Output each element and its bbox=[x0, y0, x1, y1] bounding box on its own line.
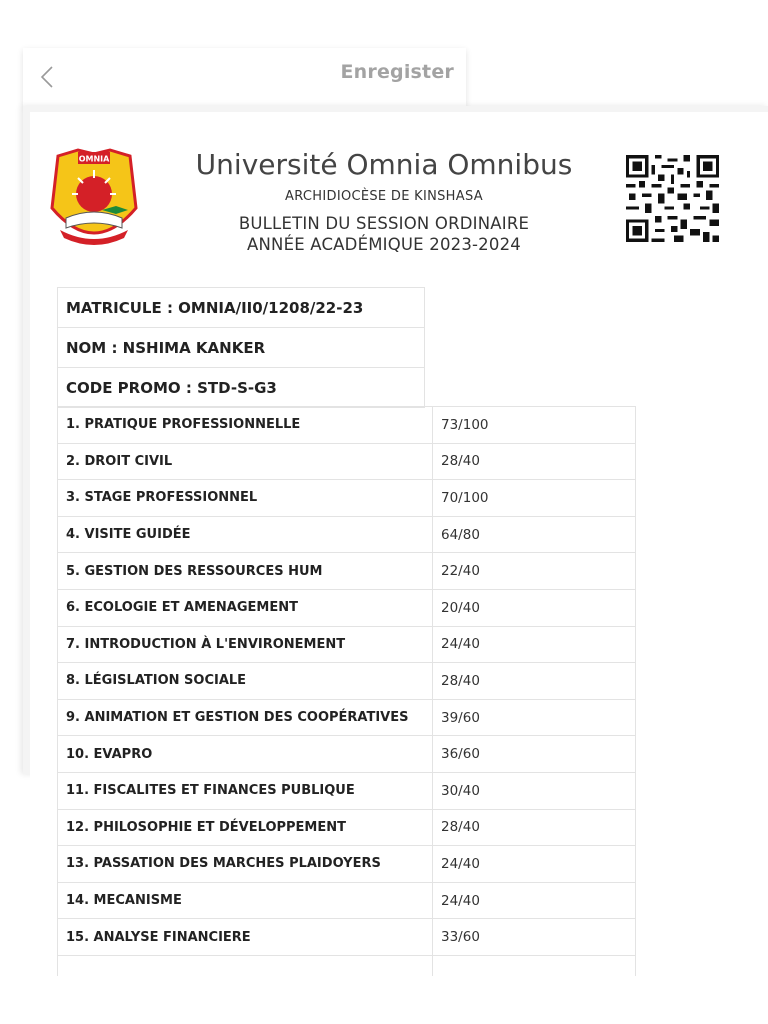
course-score: 22/40 bbox=[433, 553, 636, 590]
course-score: 24/40 bbox=[433, 626, 636, 663]
matricule-row bbox=[58, 288, 425, 328]
course-name-empty bbox=[58, 955, 433, 976]
table-row bbox=[58, 699, 636, 736]
table-row bbox=[58, 553, 636, 590]
course-score: 39/60 bbox=[433, 699, 636, 736]
course-name: 14. MECANISME bbox=[58, 882, 433, 919]
course-name: 1. PRATIQUE PROFESSIONNELLE bbox=[58, 407, 433, 444]
table-row bbox=[58, 772, 636, 809]
table-row bbox=[58, 443, 636, 480]
bulletin-title bbox=[180, 213, 588, 255]
table-row bbox=[58, 809, 636, 846]
course-name: 8. LÉGISLATION SOCIALE bbox=[58, 663, 433, 700]
course-score: 28/40 bbox=[433, 809, 636, 846]
course-name: 3. STAGE PROFESSIONNEL bbox=[58, 480, 433, 517]
course-name: 5. GESTION DES RESSOURCES HUM bbox=[58, 553, 433, 590]
table-row bbox=[58, 589, 636, 626]
name-cell: NOM : NSHIMA KANKER bbox=[58, 328, 425, 368]
table-row bbox=[58, 663, 636, 700]
table-row-empty bbox=[58, 955, 636, 976]
course-name: 13. PASSATION DES MARCHES PLAIDOYERS bbox=[58, 846, 433, 883]
student-info-table bbox=[57, 287, 425, 408]
logo-text: OMNIA bbox=[78, 154, 110, 164]
bulletin-line-1: BULLETIN DU SESSION ORDINAIRE bbox=[238, 214, 530, 233]
course-score: 24/40 bbox=[433, 882, 636, 919]
university-name: Université Omnia Omnibus bbox=[195, 148, 573, 181]
course-name: 11. FISCALITES ET FINANCES PUBLIQUE bbox=[58, 772, 433, 809]
course-score: 20/40 bbox=[433, 589, 636, 626]
course-score: 36/60 bbox=[433, 736, 636, 773]
course-name: 7. INTRODUCTION À L'ENVIRONEMENT bbox=[58, 626, 433, 663]
save-button[interactable]: Enregister bbox=[340, 61, 454, 83]
matricule-cell: MATRICULE : OMNIA/II0/1208/22-23 bbox=[58, 288, 425, 328]
grades-table bbox=[57, 406, 636, 976]
course-score-empty bbox=[433, 955, 636, 976]
course-score: 30/40 bbox=[433, 772, 636, 809]
promo-cell: CODE PROMO : STD-S-G3 bbox=[58, 368, 425, 408]
course-score: 28/40 bbox=[433, 443, 636, 480]
course-score: 73/100 bbox=[433, 407, 636, 444]
course-score: 64/80 bbox=[433, 516, 636, 553]
course-score: 33/60 bbox=[433, 919, 636, 956]
course-score: 24/40 bbox=[433, 846, 636, 883]
qr-code-icon bbox=[626, 155, 719, 242]
course-score: 70/100 bbox=[433, 480, 636, 517]
table-row bbox=[58, 626, 636, 663]
table-row bbox=[58, 736, 636, 773]
table-row bbox=[58, 407, 636, 444]
bulletin-line-2: ANNÉE ACADÉMIQUE 2023-2024 bbox=[247, 235, 521, 254]
course-name: 2. DROIT CIVIL bbox=[58, 443, 433, 480]
university-logo bbox=[48, 148, 140, 250]
table-row bbox=[58, 919, 636, 956]
back-button[interactable] bbox=[37, 64, 61, 90]
table-row bbox=[58, 480, 636, 517]
name-row bbox=[58, 328, 425, 368]
table-row bbox=[58, 516, 636, 553]
course-name: 10. EVAPRO bbox=[58, 736, 433, 773]
course-score: 28/40 bbox=[433, 663, 636, 700]
course-name: 9. ANIMATION ET GESTION DES COOPÉRATIVES bbox=[58, 699, 433, 736]
table-row bbox=[58, 846, 636, 883]
course-name: 12. PHILOSOPHIE ET DÉVELOPPEMENT bbox=[58, 809, 433, 846]
course-name: 15. ANALYSE FINANCIERE bbox=[58, 919, 433, 956]
table-row bbox=[58, 882, 636, 919]
archdiocese-label: ARCHIDIOCÈSE DE KINSHASA bbox=[285, 189, 483, 204]
course-name: 4. VISITE GUIDÉE bbox=[58, 516, 433, 553]
promo-row bbox=[58, 368, 425, 408]
chevron-left-icon bbox=[37, 64, 61, 90]
top-toolbar bbox=[23, 48, 466, 106]
course-name: 6. ECOLOGIE ET AMENAGEMENT bbox=[58, 589, 433, 626]
